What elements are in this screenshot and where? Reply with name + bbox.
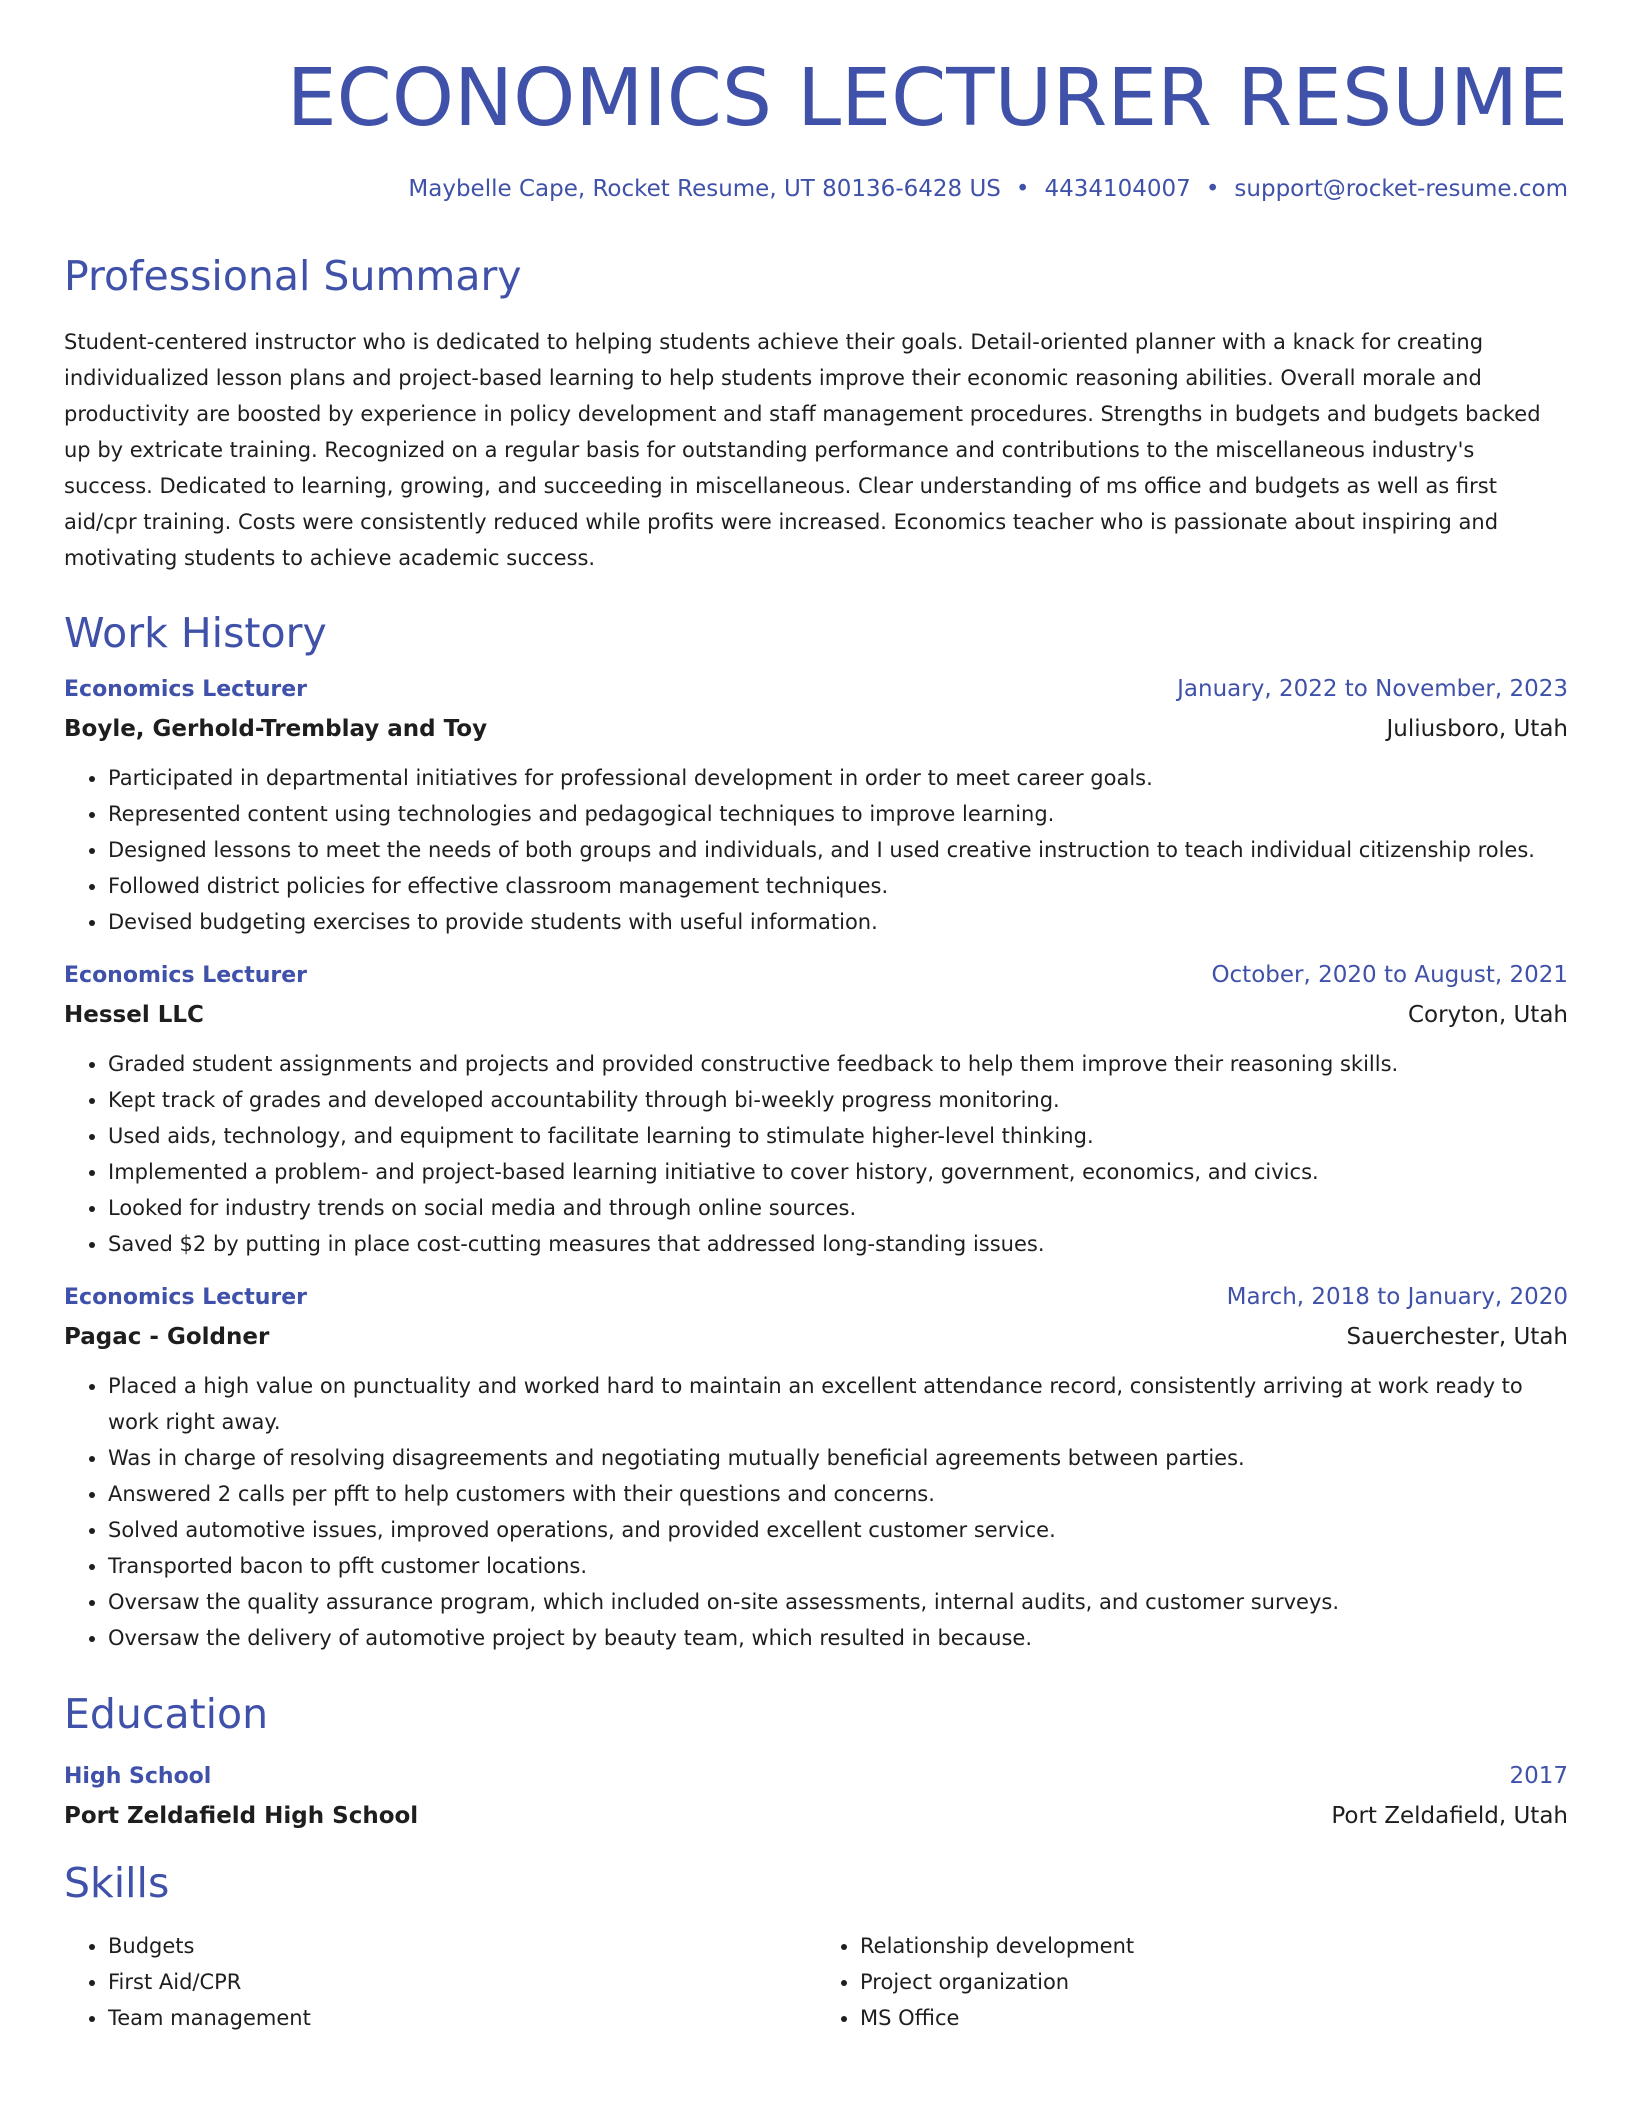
section-title-work-history: Work History xyxy=(64,609,327,657)
job-bullet-list xyxy=(64,1046,1568,1262)
job-bullet: • Kept track of grades and developed accountability through bi-weekly progress monitoring. xyxy=(108,1082,1568,1118)
contact-line xyxy=(64,178,1568,201)
job-entry xyxy=(64,676,1568,940)
skill-item: • Relationship development xyxy=(860,1928,1568,1964)
job-role: Economics Lecturer xyxy=(64,1285,307,1310)
job-dates: January, 2022 to November, 2023 xyxy=(1177,676,1568,702)
job-bullet: • Used aids, technology, and equipment to facilitate learning to stimulate higher-level thinking. xyxy=(108,1118,1568,1154)
job-company: Boyle, Gerhold-Tremblay and Toy xyxy=(64,716,488,742)
job-bullet-list xyxy=(64,1368,1568,1656)
job-header-row xyxy=(64,676,1568,702)
resume-title: ECONOMICS LECTURER RESUME xyxy=(286,52,1568,144)
contact-separator: • xyxy=(1205,176,1220,202)
job-bullet: • Implemented a problem- and project-based learning initiative to cover history, government, economics, and civics. xyxy=(108,1154,1568,1190)
education-entry xyxy=(64,1763,1568,1829)
skill-item: • MS Office xyxy=(860,2000,1568,2036)
job-bullet: • Participated in departmental initiatives for professional development in order to meet career goals. xyxy=(108,760,1568,796)
skills-column-right xyxy=(816,1928,1568,2036)
skill-item: • Team management xyxy=(108,2000,816,2036)
job-entry xyxy=(64,962,1568,1262)
job-location: Juliusboro, Utah xyxy=(1386,716,1568,742)
job-company: Pagac - Goldner xyxy=(64,1324,270,1350)
education-degree: High School xyxy=(64,1764,212,1789)
job-company: Hessel LLC xyxy=(64,1002,204,1028)
job-dates: October, 2020 to August, 2021 xyxy=(1211,962,1568,988)
skills-column-left xyxy=(64,1928,816,2036)
job-location: Coryton, Utah xyxy=(1407,1002,1568,1028)
contact-phone[interactable]: 4434104007 xyxy=(1044,176,1191,202)
education-year: 2017 xyxy=(1509,1763,1568,1789)
job-bullet: • Graded student assignments and projects and provided constructive feedback to help them improve their reasoning skills. xyxy=(108,1046,1568,1082)
education-school: Port Zeldafield High School xyxy=(64,1803,419,1829)
job-bullet: • Devised budgeting exercises to provide students with useful information. xyxy=(108,904,1568,940)
job-list xyxy=(64,676,1568,1656)
skill-item: • Budgets xyxy=(108,1928,816,1964)
job-bullet-list xyxy=(64,760,1568,940)
job-header-row xyxy=(64,1284,1568,1310)
job-role: Economics Lecturer xyxy=(64,963,307,988)
job-bullet: • Transported bacon to pfft customer locations. xyxy=(108,1548,1568,1584)
job-company-row xyxy=(64,1002,1568,1028)
contact-separator: • xyxy=(1015,176,1030,202)
education-row-2 xyxy=(64,1803,1568,1829)
job-bullet: • Was in charge of resolving disagreements and negotiating mutually beneficial agreements between parties. xyxy=(108,1440,1568,1476)
job-bullet: • Looked for industry trends on social media and through online sources. xyxy=(108,1190,1568,1226)
job-bullet: • Placed a high value on punctuality and worked hard to maintain an excellent attendance record, consistently arriving at work ready to work right away. xyxy=(108,1368,1568,1440)
skills-grid xyxy=(64,1928,1568,2036)
section-title-education: Education xyxy=(64,1690,269,1738)
section-title-summary: Professional Summary xyxy=(64,252,522,300)
job-dates: March, 2018 to January, 2020 xyxy=(1226,1284,1568,1310)
job-company-row xyxy=(64,1324,1568,1350)
job-bullet: • Represented content using technologies and pedagogical techniques to improve learning. xyxy=(108,796,1568,832)
job-entry xyxy=(64,1284,1568,1656)
job-bullet: • Followed district policies for effective classroom management techniques. xyxy=(108,868,1568,904)
skill-item: • First Aid/CPR xyxy=(108,1964,816,2000)
job-bullet: • Saved $2 by putting in place cost-cutting measures that addressed long-standing issues. xyxy=(108,1226,1568,1262)
job-bullet: • Solved automotive issues, improved operations, and provided excellent customer service. xyxy=(108,1512,1568,1548)
job-bullet: • Designed lessons to meet the needs of both groups and individuals, and I used creative instruction to teach individual citizenship roles. xyxy=(108,832,1568,868)
job-header-row xyxy=(64,962,1568,988)
job-bullet: • Oversaw the quality assurance program, which included on-site assessments, internal audits, and customer surveys. xyxy=(108,1584,1568,1620)
job-location: Sauerchester, Utah xyxy=(1346,1324,1568,1350)
job-role: Economics Lecturer xyxy=(64,677,307,702)
section-title-skills: Skills xyxy=(64,1859,170,1907)
skill-item: • Project organization xyxy=(860,1964,1568,2000)
contact-email[interactable]: support@rocket-resume.com xyxy=(1234,176,1568,202)
job-bullet: • Answered 2 calls per pfft to help customers with their questions and concerns. xyxy=(108,1476,1568,1512)
education-row-1 xyxy=(64,1763,1568,1789)
contact-address: Maybelle Cape, Rocket Resume, UT 80136-6428 US xyxy=(408,176,1001,202)
education-location: Port Zeldafield, Utah xyxy=(1331,1803,1568,1829)
job-bullet: • Oversaw the delivery of automotive project by beauty team, which resulted in because. xyxy=(108,1620,1568,1656)
job-company-row xyxy=(64,716,1568,742)
summary-text: Student-centered instructor who is dedicated to helping students achieve their goals. Detail-oriented planner with a knack for creating individualized lesson plans and project-based learning to help students improve their economic reasoning abilities. Overall morale and productivity are boosted by experience in policy development and staff management procedures. Strengths in budgets and budgets backed up by extricate training. Recognized on a regular basis for outstanding performance and contributions to the miscellaneous industry's success. Dedicated to learning, growing, and succeeding in miscellaneous. Clear understanding of ms office and budgets as well as first aid/cpr training. Costs were consistently reduced while profits were increased. Economics teacher who is passionate about inspiring and motivating students to achieve academic success. xyxy=(64,330,1541,570)
